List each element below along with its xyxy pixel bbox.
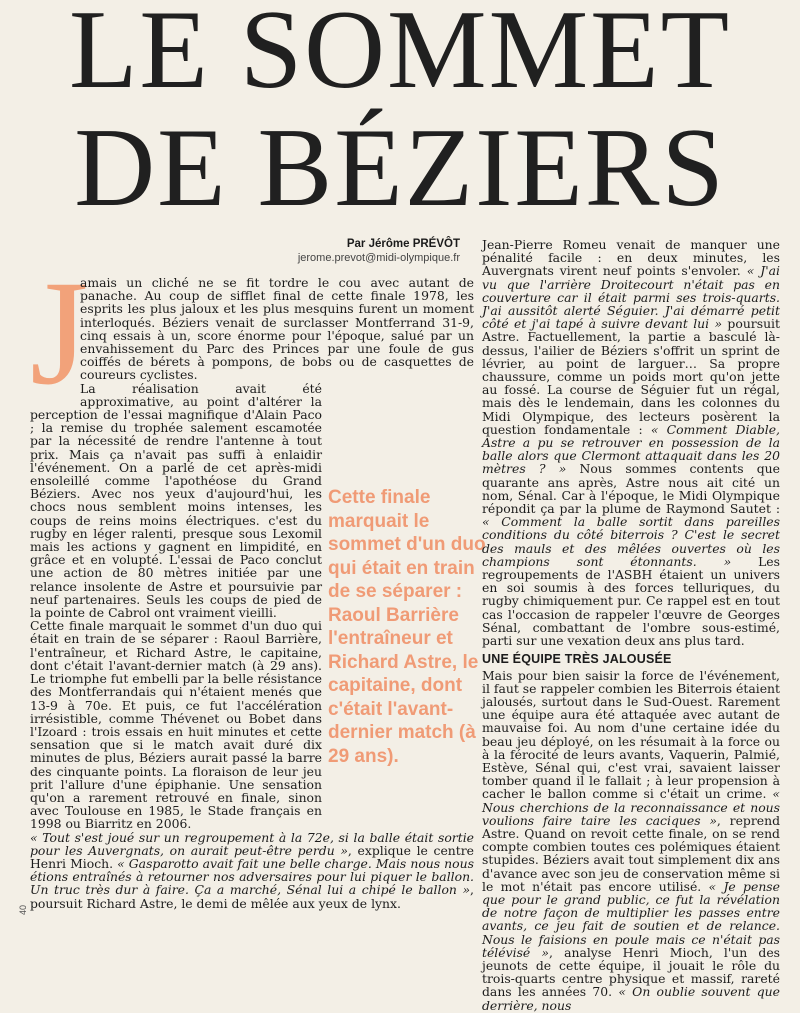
right-paragraph-2: Mais pour bien saisir la force de l'événement, il faut se rappeler combien les Biterrois étaient jalousés, surtout dans le Sud-Ouest. Rarement une équipe aura été attaquée avec autant de mauvaise foi. Au nom d'une certaine idée du beau jeu déployé, on les résumait à la force ou à la férocité de leurs avants, Vaquerin, Palmié, Estève, Sénal qui, c'est vrai, savaient laisser tomber quand il le fallait ; à leur propension à cacher le ballon comme si c'était un crime. « Nous cherchions de la reconnaissance et nous voulions faire taire les caciques », reprend Astre. Quand on revoit cette finale, on se rend compte combien toutes ces polémiques étaient stupides. Béziers avait tout simplement dix ans d'avance avec son jeu de conservation même si le mot n'était pas encore utilisé. « Je pense que pour le grand public, ce fut la révélation de notre façon de multiplier les passes entre avants, ce jeu fait de soutien et de relance. Nous le faisions en poule mais ce n'était pas télévisé », analyse Henri Mioch, l'un des jeunots de cette équipe, il jouait le rôle du trois-quarts centre physique et massif, rareté dans les années 70. « On oublie souvent que derrière, nous [482, 667, 781, 1013]
left-quote-2: « Gasparotto avait fait une belle charge. Mais nous nous étions entraînés à retourner nos adversaires pour lui piquer le ballon. Un truc très dur à faire. Ça a marché, Sénal lui a chipé le ballon » [30, 855, 474, 898]
left-paragraph-1: amais un cliché ne se fit tordre le cou avec autant de panache. Au coup de sifflet final de cette finale 1978, les esprits les plus jaloux et les plus mesquins furent un moment interloqués. Béziers venait de surclasser Montferrand 31-9, cinq essais à un, score énorme pour l'époque, salué par un envahissement du Parc des Princes par une foule de gus coiffés de bérets à pompons, de bobs ou de casquettes de coureurs cyclistes. [80, 275, 474, 383]
right-quote-6: « On oublie souvent que derrière, nous [482, 984, 780, 1013]
left-paragraph-3: Cette finale marquait le sommet d'un duo qui était en train de se séparer : Raoul Barrière, l'entraîneur, et Richard Astre, le capitaine, dont c'était l'avant-dernier match (à 29 ans). Le triomphe fut embelli par la belle résistance des Montferrandais qui n'étaient menés que 13-9 à 70e. Et puis, ce fut l'accélération irrésistible, comme Thévenet ou Bobet dans l'Izoard : trois essais en huit minutes et cette sensation que si le match avait duré dix minutes de plus, Béziers aurait passé la barre des cinquante points. La floraison de leur jeu prit l'allure d'une épiphanie. Une sensation qu'on a rarement retrouvé en finale, sinon avec Toulouse en 1985, le Stade français en 1998 ou Biarritz en 2006. « Tout s'est joué sur un regroupement à la 72e, si la balle était sortie pour les Auvergnats, on aurait peut-être perdu », explique le centre Henri Mioch. « Gasparotto avait fait une belle charge. Mais nous nous étions entraînés à retourner nos adversaires pour lui piquer le ballon. Un truc très dur à faire. Ça a marché, Sénal lui a chipé le ballon », poursuit Richard Astre, le demi de mêlée aux yeux de lynx. [30, 618, 474, 911]
page-number: 40 [18, 904, 29, 916]
headline-line-1: LE SOMMET [69, 0, 731, 112]
byline-author: Par Jérôme PRÉVÔT [346, 238, 460, 250]
byline-email[interactable]: jerome.prevot@midi-olympique.fr [297, 252, 460, 264]
right-quote-5: « Je pense que pour le grand public, ce fut la révélation de notre façon de multiplier les passes entre avants, ce jeu fait de soutien et de relance. Nous le faisions en poule mais ce n'était pas télévisé » [482, 878, 780, 960]
right-quote-3: « Comment la balle sortit dans pareilles conditions du côté biterrois ? C'est le secret des mauls et des mêlées ouvertes où les champions sont étonnants. » [482, 514, 780, 569]
right-paragraph-1: Jean-Pierre Romeu venait de manquer une pénalité facile : en deux minutes, les Auvergnats virent neuf points s'envoler. « J'ai vu que l'arrière Droitecourt n'était pas en couverture car il était parmi ses trois-quarts. J'ai aussitôt alerté Séguier. J'ai démarré petit côté et j'ai tapé à suivre devant lui » poursuit Astre. Factuellement, la partie a basculé là-dessus, l'ailier de Béziers s'offrit un sprint de lévrier, au point de larguer… Sa propre chaussure, comme un poids mort qu'on jette au fossé. La course de Séguier fut un régal, mais dès le lendemain, dans les colonnes du Midi Olympique, des lecteurs posèrent la question fondamentale : « Comment Diable, Astre a pu se retrouver en possession de la balle alors que Clermont attaquait dans les 20 mètres ? » Nous sommes contents que quarante ans après, Astre nous ait cité un nom, Sénal. Car à l'époque, le Midi Olympique répondit ça par la plume de Raymond Sautet : « Comment la balle sortit dans pareilles conditions du côté biterrois ? C'est le secret des mauls et des mêlées ouvertes où les champions sont étonnants. » Les regroupements de l'ASBH étaient un univers en soi soumis à des forces telluriques, du rugby chimiquement pur. Ce rappel est en tout cas l'occasion de rappeler l'œuvre de Georges Sénal, combattant de l'ombre sous-estimé, parti sur une vexation deux ans plus tard. [482, 237, 780, 649]
left-quote-1: « Tout s'est joué sur un regroupement à la 72e, si la balle était sortie pour les Auvergnats, on aurait peut-être perdu » [30, 829, 474, 858]
pull-quote: Cette finale marquait le sommet d'un duo qui était en train de se séparer : Raoul Barrière l'entraîneur et Richard Astre, le capitaine, dont c'était l'avant-dernier match (à 29 ans). [324, 482, 492, 774]
section-subhead: UNE ÉQUIPE TRÈS JALOUSÉE [482, 652, 672, 667]
drop-cap: J [30, 250, 89, 416]
right-quote-2: « Comment Diable, Astre a pu se retrouver en possession de la balle alors que Clermont attaquait dans les 20 mètres ? » [482, 421, 780, 477]
right-quote-4: « Nous cherchions de la reconnaissance et nous voulions faire taire les caciques » [482, 786, 780, 828]
byline [234, 237, 460, 265]
left-paragraph-2: La réalisation avait été approximative, au point d'altérer la perception de l'essai magnifique d'Alain Paco ; la remise du trophée salement escamotée par la nécessité de rendre l'antenne à tout prix. Mais ça n'avait pas suffi à enlaidir l'événement. On a parlé de cet après-midi ensoleillé comme l'apothéose du Grand Béziers. Avec nos yeux d'aujourd'hui, les chocs nous semblent moins intenses, les coups de reins moins électriques. c'est du rugby en léger ralenti, presque sous Lexomil mais les actions y gagnent en limpidité, en grâce et en volupté. L'essai de Paco conclut une action de 80 mètres initiée par une relance insolente de Astre et poursuivie par neuf partenaires. Seuls les coups de pied de la pointe de Cabrol ont vraiment vieilli. [30, 380, 322, 621]
headline-line-2: DE BÉZIERS [74, 106, 726, 230]
right-column [482, 237, 781, 1013]
right-quote-1: « J'ai vu que l'arrière Droitecourt n'était pas en couverture car il était parmi ses trois-quarts. J'ai aussitôt alerté Séguier. J'ai démarré petit côté et j'ai tapé à suivre devant lui » [482, 263, 780, 332]
